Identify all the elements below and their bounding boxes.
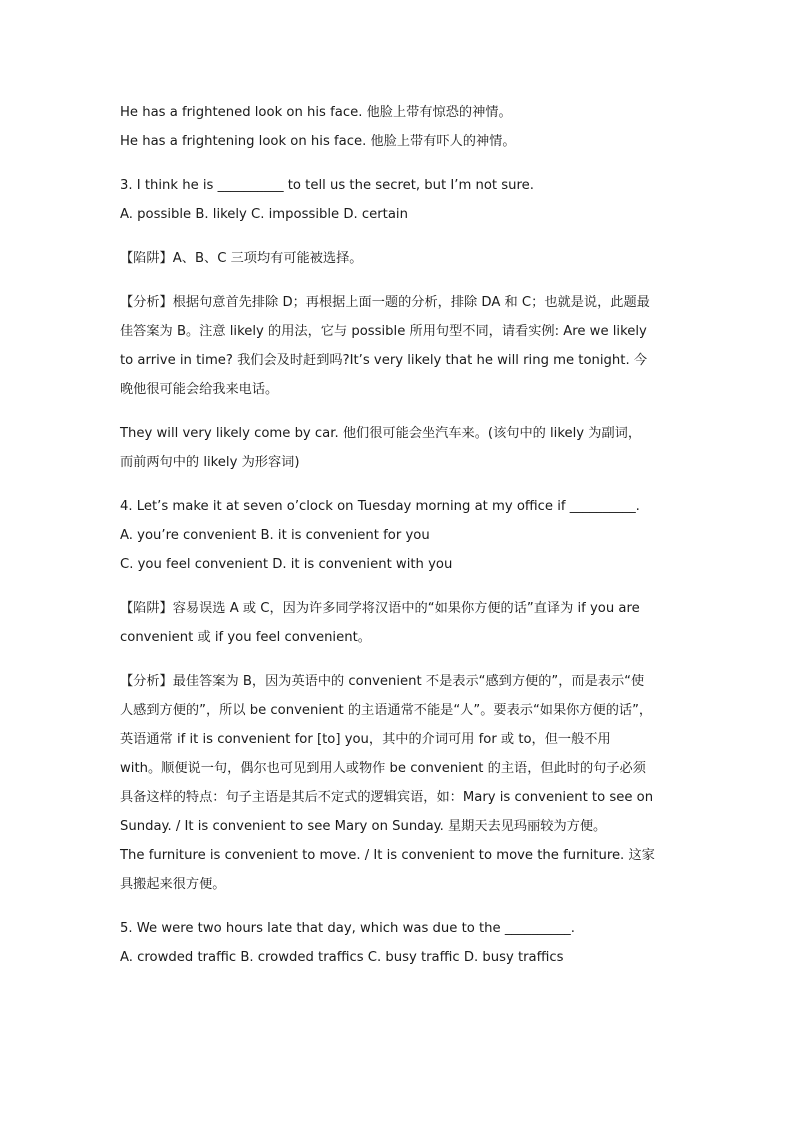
text-line: 【陷阱】A、B、C 三项均有可能被选择。	[120, 251, 363, 266]
paragraph-gap	[120, 899, 680, 914]
text-line: to arrive in time? 我们会及时赶到吗?It’s very likely that he will ring me tonight. 今	[120, 353, 648, 368]
text-line: 英语通常 if it is convenient for [to] you，其中的介词可用 for 或 to，但一般不用	[120, 732, 611, 747]
paragraph-gap	[120, 229, 680, 244]
paragraph-gap	[120, 652, 680, 667]
paragraph-gap	[120, 404, 680, 419]
text-line: 【陷阱】容易误选 A 或 C，因为许多同学将汉语中的“如果你方便的话”直译为 if you are	[120, 601, 640, 616]
text-line: 具搬起来很方便。	[120, 877, 226, 892]
text-line: A. you’re convenient B. it is convenient for you	[120, 528, 430, 543]
text-line: 3. I think he is __________ to tell us the secret, but I’m not sure.	[120, 178, 534, 193]
text-line: They will very likely come by car. 他们很可能会坐汽车来。(该句中的 likely 为副词，	[120, 426, 642, 441]
text-line: 人感到方便的”，所以 be convenient 的主语通常不能是“人”。要表示“如果你方便的话”，	[120, 703, 653, 718]
text-line: 具备这样的特点：句子主语是其后不定式的逻辑宾语，如：Mary is convenient to see on	[120, 790, 654, 805]
text-line: The furniture is convenient to move. / It is convenient to move the furniture. 这家	[120, 848, 655, 863]
text-line: 而前两句中的 likely 为形容词)	[120, 455, 300, 470]
paragraph-gap	[120, 156, 680, 171]
text-line: Sunday. / It is convenient to see Mary on Sunday. 星期天去见玛丽较为方便。	[120, 819, 607, 834]
text-line: He has a frightened look on his face. 他脸上带有惊恐的神情。	[120, 105, 512, 120]
text-line: with。顺便说一句，偶尔也可见到用人或物作 be convenient 的主语，但此时的句子必须	[120, 761, 646, 776]
text-line: 佳答案为 B。注意 likely 的用法，它与 possible 所用句型不同，请看实例: Are we likely	[120, 324, 647, 339]
text-line: C. you feel convenient D. it is convenient with you	[120, 557, 453, 572]
text-line: 【分析】根据句意首先排除 D；再根据上面一题的分析，排除 DA 和 C；也就是说，此题最	[120, 295, 650, 310]
paragraph-gap	[120, 579, 680, 594]
text-line: 【分析】最佳答案为 B，因为英语中的 convenient 不是表示“感到方便的”，而是表示“使	[120, 674, 645, 689]
text-line: A. possible B. likely C. impossible D. certain	[120, 207, 408, 222]
text-line: 4. Let’s make it at seven o’clock on Tuesday morning at my office if __________.	[120, 499, 640, 514]
text-line: 晚他很可能会给我来电话。	[120, 382, 279, 397]
document-page	[120, 98, 680, 972]
paragraph-gap	[120, 477, 680, 492]
text-line: He has a frightening look on his face. 他脸上带有吓人的神情。	[120, 134, 516, 149]
text-line: 5. We were two hours late that day, which was due to the __________.	[120, 921, 575, 936]
paragraph-gap	[120, 273, 680, 288]
text-line: convenient 或 if you feel convenient。	[120, 630, 371, 645]
text-line: A. crowded traffic B. crowded traffics C. busy traffic D. busy traffics	[120, 950, 564, 965]
